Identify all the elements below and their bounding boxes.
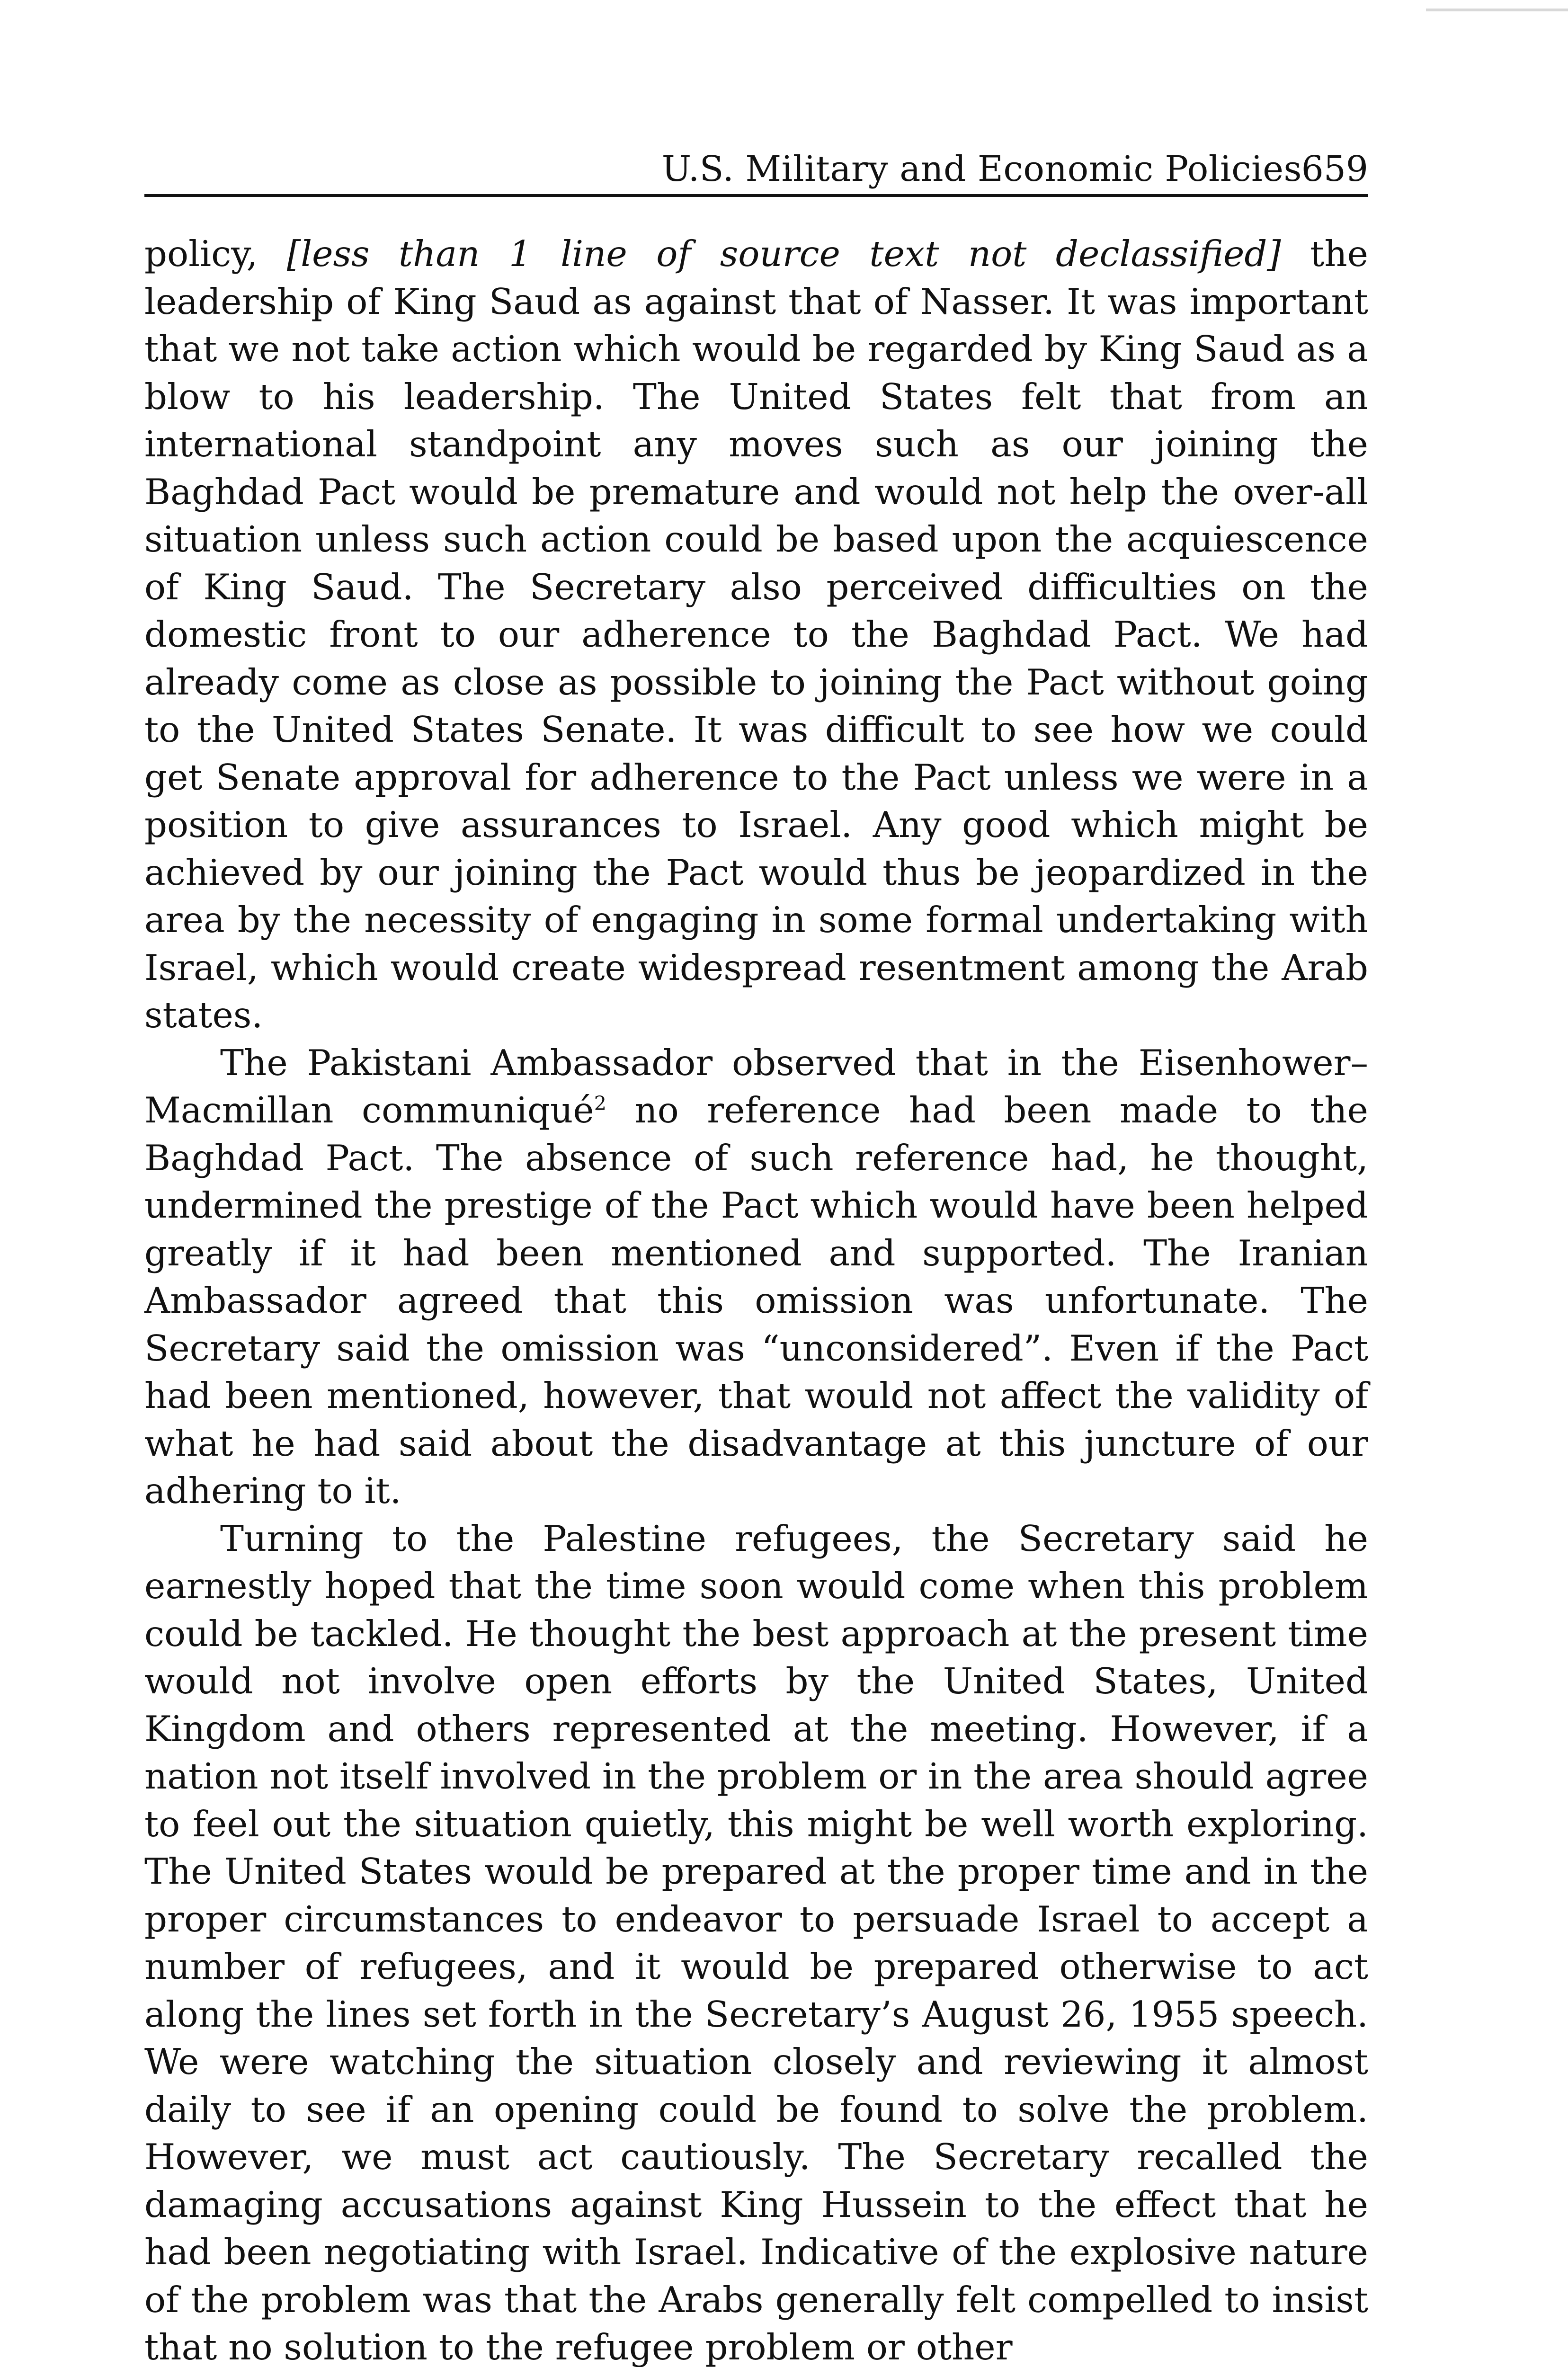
paragraph-2-lead: The Pakistani Ambassador observed that in the Eisenhower–Macmillan communiqué bbox=[144, 1041, 1368, 1131]
running-head bbox=[144, 137, 1368, 197]
paragraph-3 bbox=[144, 1515, 1368, 2367]
running-head-title: U.S. Military and Economic Policies bbox=[661, 149, 1302, 189]
paragraph-3-text: Turning to the Palestine refugees, the Secretary said he earnestly hoped that the time soon would come when this problem could be tackled. He thought the best approach at the present time would not involve open efforts by the United States, United Kingdom and others represented at the meeting. However, if a nation not itself involved in the problem or in the area should agree to feel out the situation quietly, this might be well worth exploring. The United States would be prepared at the proper time and in the proper circumstances to endeavor to persuade Israel to accept a number of refugees, and it would be prepared otherwise to act along the lines set forth in the Secretary’s August 26, 1955 speech. We were watching the situation closely and reviewing it almost daily to see if an opening could be found to solve the problem. However, we must act cautiously. The Secretary recalled the damaging accusations against King Hussein to the effect that he had been negotiating with Israel. Indicative of the explosive nature of the problem was that the Arabs generally felt compelled to insist that no solution to the refugee problem or other bbox=[144, 1517, 1368, 2367]
paragraph-1-lead: policy, bbox=[144, 233, 287, 275]
body-text bbox=[144, 230, 1368, 2367]
paragraph-1 bbox=[144, 230, 1368, 1039]
paragraph-2 bbox=[144, 1039, 1368, 1515]
paragraph-2-text: no reference had been made to the Baghdad Pact. The absence of such reference had, he thought, undermined the prestige of the Pact which would have been helped greatly if it had been mentioned and supported. The Iranian Ambassador agreed that this omission was unfortunate. The Secretary said the omission was “unconsidered”. Even if the Pact had been mentioned, however, that would not affect the validity of what he had said about the disadvantage at this juncture of our adhering to it. bbox=[144, 1089, 1368, 1512]
document-page bbox=[144, 137, 1368, 2367]
scan-edge-mark bbox=[1426, 9, 1568, 11]
paragraph-1-text: the leadership of King Saud as against that of Nasser. It was important that we not take action which would be regarded by King Saud as a blow to his leadership. The United States felt that from an international standpoint any moves such as our joining the Baghdad Pact would be premature and would not help the over-all situation unless such action could be based upon the acquiescence of King Saud. The Secretary also perceived difficulties on the domestic front to our adherence to the Baghdad Pact. We had already come as close as possible to joining the Pact without going to the United States Senate. It was difficult to see how we could get Senate approval for adherence to the Pact unless we were in a position to give assurances to Israel. Any good which might be achieved by our joining the Pact would thus be jeopardized in the area by the necessity of engaging in some formal undertaking with Israel, which would create widespread resentment among the Arab states. bbox=[144, 233, 1369, 1036]
page-number: 659 bbox=[1301, 149, 1368, 189]
redaction-note: [less than 1 line of source text not declassified] bbox=[286, 233, 1281, 275]
footnote-reference[interactable]: 2 bbox=[594, 1092, 606, 1115]
